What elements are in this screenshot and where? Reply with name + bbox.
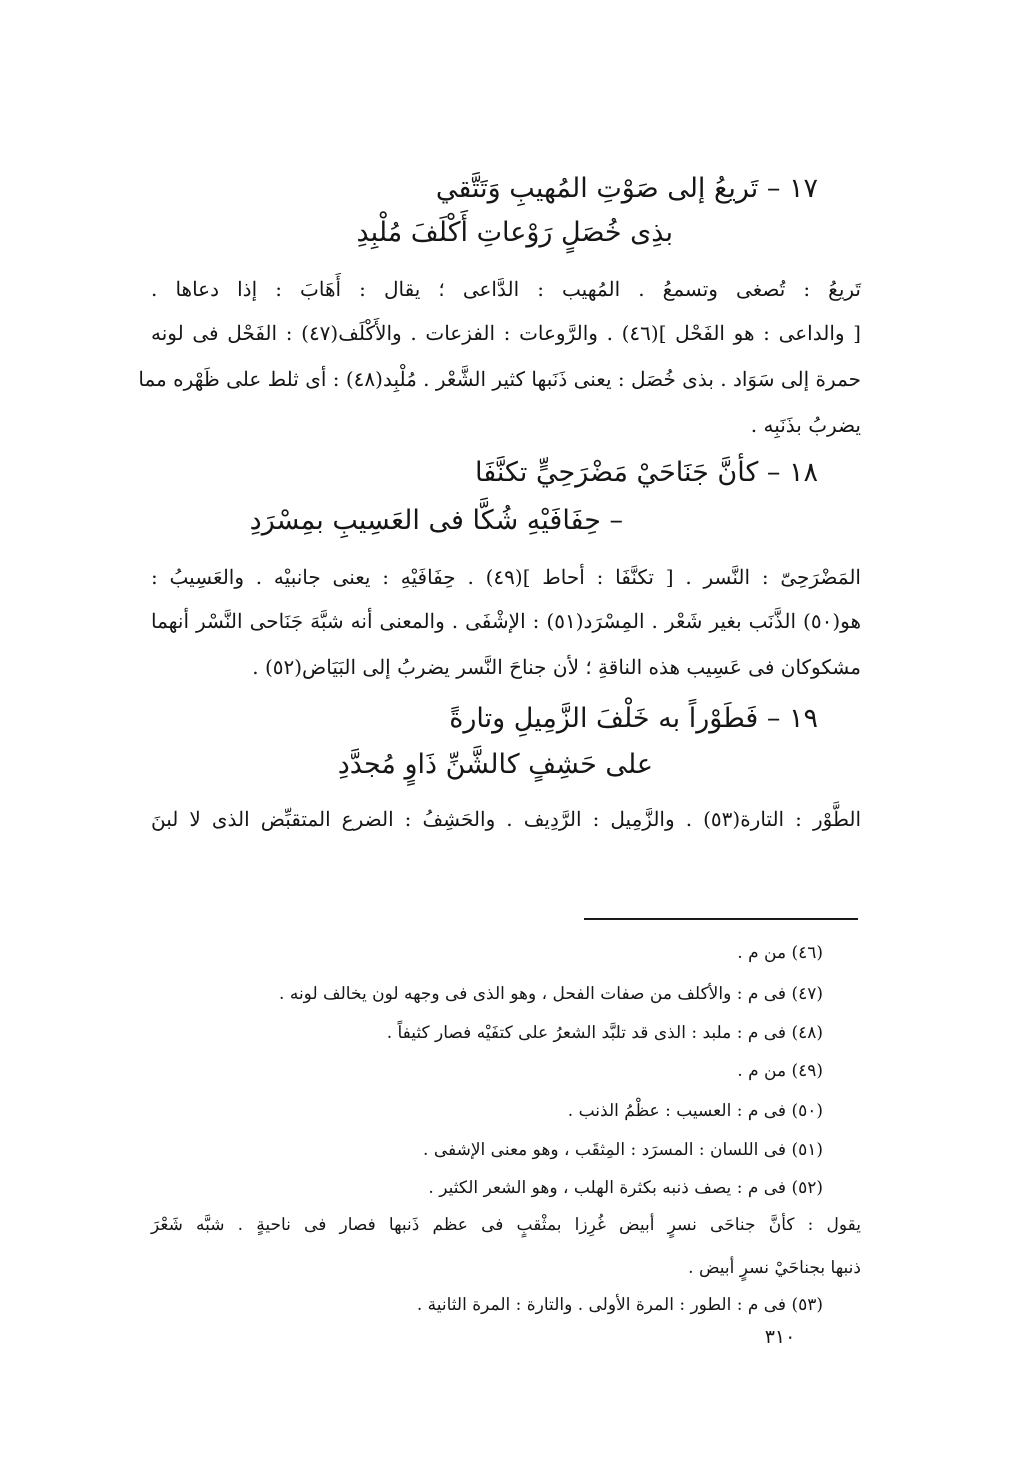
verse-19-hemistich-2: على حَشِفٍ كالشَّنِّ ذَاوٍ مُجدَّدِ (337, 749, 653, 780)
footnote-52-continuation-1: يقول : كأنَّ جناحَى نسرٍ أبيض غُرِزا بمثْقبٍ فى عظم ذَنبها فصار فى ناحيةٍ . شبَّه شَعْرَ (151, 1215, 861, 1235)
footnote-53: (٥٣) فى م : الطور : المرة الأولى . والتارة : المرة الثانية . (416, 1295, 823, 1315)
commentary-17-line-3: حمرة إلى سَوَاد . بذى خُصَل : يعنى ذَنَبها كثير الشَّعْر . مُلْبِد(٤٨) : أى ثلط على ظَهْره مما (138, 367, 861, 391)
page-number: ٣١٠ (764, 1326, 796, 1348)
commentary-18-line-3: مشكوكان فى عَسِيب هذه الناقةِ ؛ لأن جناحَ النَّسر يضربُ إلى البَيَاض(٥٢) . (252, 655, 861, 679)
verse-19-hemistich-1: ١٩ – فَطَوْراً به خَلْفَ الزَّمِيلِ وتارةً (449, 703, 818, 734)
commentary-17-line-1: تَريعُ : تُصغى وتسمعُ . المُهيب : الدَّاعى ؛ يقال : أَهَابَ : إذا دعاها . (151, 277, 861, 301)
verse-17-hemistich-2: بذِى خُصَلٍ رَوْعاتِ أَكْلَفَ مُلْبِدِ (356, 217, 673, 248)
footnote-separator (584, 918, 858, 920)
footnote-51: (٥١) فى اللسان : المسرَد : المِثقَب ، وهو معنى الإشفى . (423, 1140, 823, 1160)
verse-18-hemistich-1: ١٨ – كأنَّ جَنَاحَيْ مَضْرَحِيٍّ تكنَّفَا (474, 457, 818, 488)
commentary-18-line-2: هو(٥٠) الذَّنَب بغير شَعْر . المِسْرَد(٥١) : الإشْفَى . والمعنى أنه شبَّهَ جَنَاحى النَّسْر أنهما (151, 609, 862, 633)
footnote-46: (٤٦) من م . (737, 943, 823, 963)
commentary-17-line-4: يضربُ بذَنَبِه . (750, 413, 861, 437)
commentary-19-line-1: الطَّوْر : التارة(٥٣) . والزَّمِيل : الرَّدِيف . والحَشِفُ : الضرع المتقبِّض الذى لا لبنَ (151, 807, 861, 831)
footnote-50: (٥٠) فى م : العسيب : عظْمُ الذنب . (567, 1101, 823, 1121)
footnote-52-continuation-2: ذنبها بجناحَيْ نسرٍ أبيض . (688, 1258, 861, 1278)
commentary-18-line-1: المَضْرَحِىّ : النَّسر . [ تكنَّفَا : أحاط ](٤٩) . حِفَافَيْهِ : يعنى جانبيْه . والعَسِيبُ : (151, 565, 861, 589)
commentary-17-line-2: [ والداعى : هو الفَحْل ](٤٦) . والرَّوعات : الفزعات . والأَكْلَف(٤٧) : الفَحْل فى لونه (151, 321, 861, 345)
footnote-48: (٤٨) فى م : ملبد : الذى قد تلبَّد الشعرُ على كتفَيْه فصار كثيفاً . (386, 1023, 823, 1043)
footnote-49: (٤٩) من م . (737, 1061, 823, 1081)
footnote-52: (٥٢) فى م : يصف ذنبه بكثرة الهلب ، وهو الشعر الكثير . (428, 1178, 823, 1198)
footnote-47: (٤٧) فى م : والأكلف من صفات الفحل ، وهو الذى فى وجهه لون يخالف لونه . (279, 984, 823, 1004)
verse-18-hemistich-2: – حِفَافَيْهِ شُكَّا فى العَسِيبِ بمِسْرَدِ (249, 505, 623, 536)
verse-17-hemistich-1: ١٧ – تَريعُ إلى صَوْتِ المُهيبِ وَتَتَّقي (435, 173, 818, 204)
